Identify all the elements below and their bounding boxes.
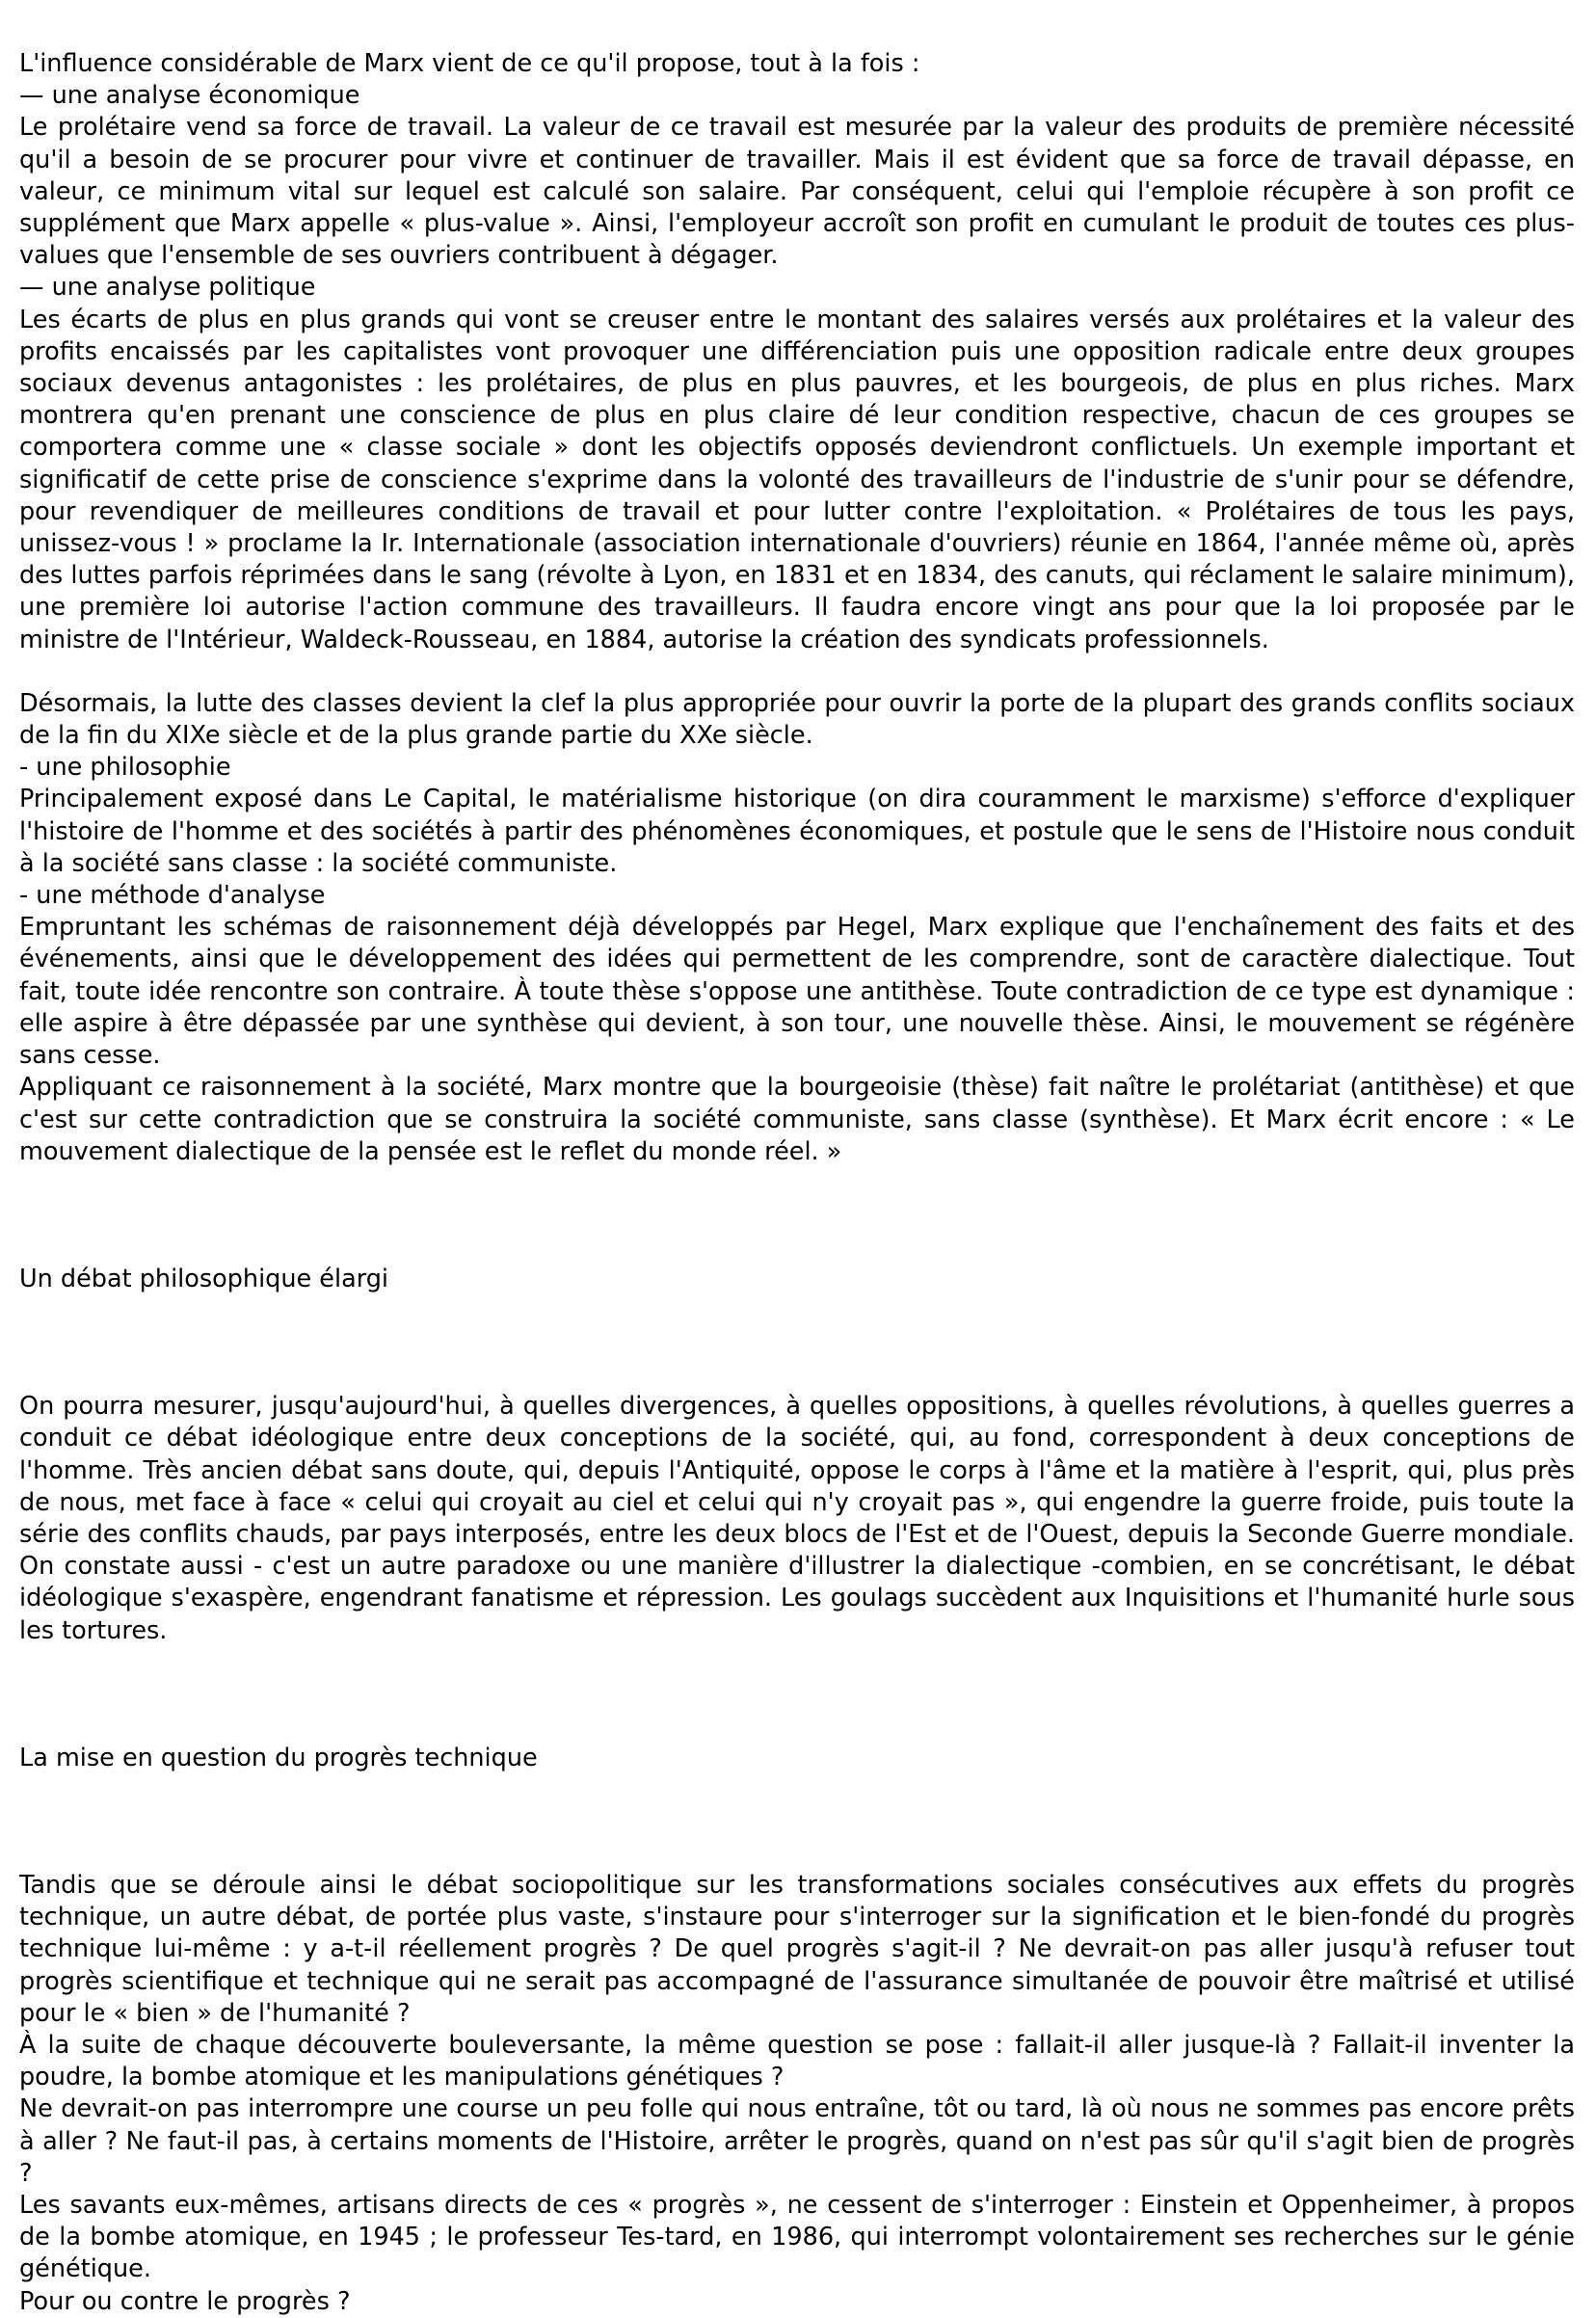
spacer [19,1647,1575,1743]
paragraph-lutte-des-classes: Désormais, la lutte des classes devient la clef la plus appropriée pour ouvrir la porte de la plupart des grands conflits sociaux de la fin du XIXe siècle et de la plus grande partie du XXe siècle. [19,688,1575,751]
heading-methode-analyse: - une méthode d'analyse [19,881,326,911]
document-page [19,48,1575,2318]
paragraph-philosophie: Principalement exposé dans Le Capital, le matérialisme historique (on dira couramment le marxisme) s'efforce d'expliquer l'histoire de l'homme et des sociétés à partir des phénomènes économiques, et postule que le sens de l'Histoire nous conduit à la société sans classe : la société communiste. [19,785,1575,878]
paragraph-analyse-politique: Les écarts de plus en plus grands qui vont se creuser entre le montant des salaires versés aux prolétaires et la valeur des profits encaissés par les capitalistes vont provoquer une différenciation puis une opposition radicale entre deux groupes sociaux devenus antagonistes : les prolétaires, de plus en plus pauvres, et les bourgeois, de plus en plus riches. Marx montrera qu'en prenant une conscience de plus en plus claire dé leur condition respective, chacun de ces groupes se comportera comme une « classe sociale » dont les objectifs opposés deviendront conflictuels. Un exemple important et significatif de cette prise de conscience s'exprime dans la volonté des travailleurs de l'industrie de s'unir pour se défendre, pour revendiquer de meilleures conditions de travail et pour lutter contre l'exploitation. « Prolétaires de tous les pays, unissez-vous ! » proclame la Ir. Internationale (association internationale d'ouvriers) réunie en 1864, l'année même où, après des luttes parfois réprimées dans le sang (révolte à Lyon, en 1831 et en 1834, des canuts, qui réclament le salaire minimum), une première loi autorise l'action commune des travailleurs. Il faudra encore vingt ans pour que la loi proposée par le ministre de l'Intérieur, Waldeck-Rousseau, en 1884, autorise la création des syndicats professionnels. [19,305,1575,654]
spacer [19,1295,1575,1391]
spacer [19,1774,1575,1870]
paragraph-progres-2: À la suite de chaque découverte bouleversante, la même question se pose : fallait-il aller jusque-là ? Fallait-il inventer la poudre, la bombe atomique et les manipulations génétiques ? [19,2030,1575,2092]
paragraph-progres-3: Ne devrait-on pas interrompre une course un peu folle qui nous entraîne, tôt ou tard, là où nous ne sommes pas encore prêts à aller ? Ne faut-il pas, à certains moments de l'Histoire, arrêter le progrès, quand on n'est pas sûr qu'il s'agit bien de progrès ? [19,2094,1575,2188]
spacer [19,656,1575,688]
paragraph-progres-1: Tandis que se déroule ainsi le débat sociopolitique sur les transformations sociales consécutives aux effets du progrès technique, un autre débat, de portée plus vaste, s'instaure pour s'interroger sur la signification et le bien-fondé du progrès technique lui-même : y a-t-il réellement progrès ? De quel progrès s'agit-il ? Ne devrait-on pas aller jusqu'à refuser tout progrès scientifique et technique qui ne serait pas accompagné de l'assurance simultanée de pouvoir être maîtrisé et utilisé pour le « bien » de l'humanité ? [19,1870,1575,2028]
paragraph-debat: On pourra mesurer, jusqu'aujourd'hui, à quelles divergences, à quelles oppositions, à quelles révolutions, à quelles guerres a conduit ce débat idéologique entre deux conceptions de la société, qui, au fond, correspondent à deux conceptions de l'homme. Très ancien débat sans doute, qui, depuis l'Antiquité, oppose le corps à l'âme et la matière à l'esprit, qui, plus près de nous, met face à face « celui qui croyait au ciel et celui qui n'y croyait pas », qui engendre la guerre froide, puis toute la série des conflits chauds, par pays interposés, entre les deux blocs de l'Est et de l'Ouest, depuis la Seconde Guerre mondiale. On constate aussi - c'est un autre paradoxe ou une manière d'illustrer la dialectique -combien, en se concrétisant, le débat idéologique s'exaspère, engendrant fanatisme et répression. Les goulags succèdent aux Inquisitions et l'humanité hurle sous les tortures. [19,1392,1575,1645]
spacer [19,1168,1575,1264]
heading-analyse-politique: — une analyse politique [19,273,316,303]
paragraph-progres-5: Pour ou contre le progrès ? [19,2286,351,2316]
paragraph-methode-analyse: Empruntant les schémas de raisonnement déjà développés par Hegel, Marx explique que l'enchaînement des faits et des événements, ainsi que le développement des idées qui permettent de les comprendre, sont de caractère dialectique. Tout fait, toute idée rencontre son contraire. À toute thèse s'oppose une antithèse. Toute contradiction de ce type est dynamique : elle aspire à être dépassée par une synthèse qui devient, à son tour, une nouvelle thèse. Ainsi, le mouvement se régénère sans cesse. [19,913,1575,1071]
heading-philosophie: - une philosophie [19,753,231,783]
heading-analyse-economique: — une analyse économique [19,81,360,111]
paragraph-analyse-economique: Le prolétaire vend sa force de travail. La valeur de ce travail est mesurée par la valeur des produits de première nécessité qu'il a besoin de se procurer pour vivre et continuer de travailler. Mais il est évident que sa force de travail dépasse, en valeur, ce minimum vital sur lequel est calculé son salaire. Par conséquent, celui qui l'emploie récupère à son profit ce supplément que Marx appelle « plus-value ». Ainsi, l'employeur accroît son profit en cumulant le produit de toutes ces plus-values que l'ensemble de ses ouvriers contribuent à dégager. [19,113,1575,271]
paragraph-progres-4: Les savants eux-mêmes, artisans directs de ces « progrès », ne cessent de s'interroger : Einstein et Oppenheimer, à propos de la bombe atomique, en 1945 ; le professeur Tes-tard, en 1986, qui interrompt volontairement ses recherches sur le génie génétique. [19,2190,1575,2284]
paragraph-appliquant: Appliquant ce raisonnement à la société, Marx montre que la bourgeoisie (thèse) fait naître le prolétariat (antithèse) et que c'est sur cette contradiction que se construira la société communiste, sans classe (synthèse). Et Marx écrit encore : « Le mouvement dialectique de la pensée est le reflet du monde réel. » [19,1073,1575,1166]
section-heading-debat: Un débat philosophique élargi [19,1264,389,1293]
section-heading-progres: La mise en question du progrès technique [19,1743,538,1772]
intro-lead: L'influence considérable de Marx vient de ce qu'il propose, tout à la fois : [19,49,920,78]
